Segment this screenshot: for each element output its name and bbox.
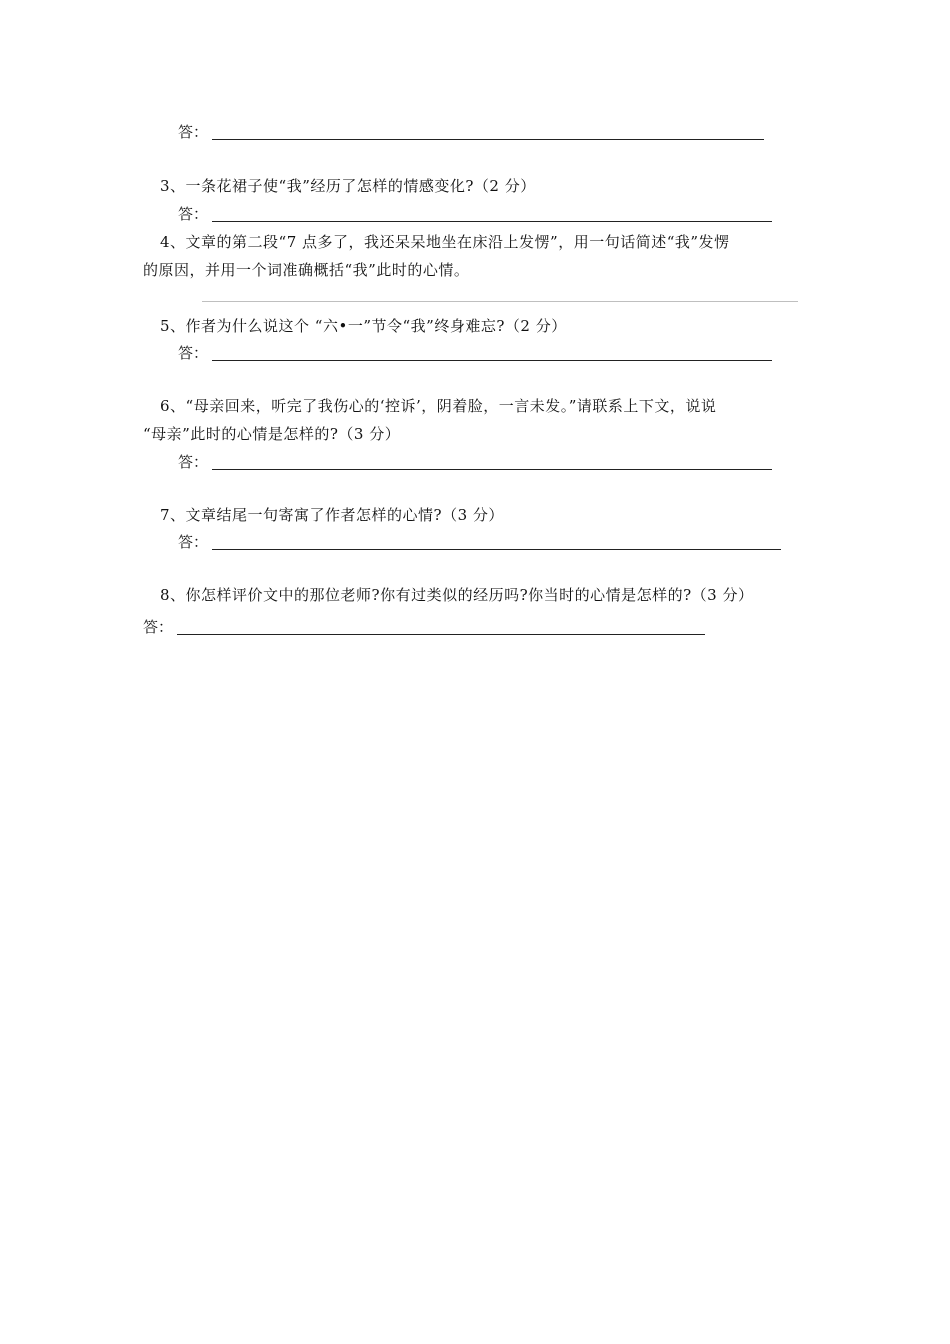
question-4-line-1: 4、文章的第二段“7 点多了，我还呆呆地坐在床沿上发愣”，用一句话简述“我”发愣 — [160, 233, 730, 251]
answer-row-q3 — [178, 204, 778, 224]
answer-row-top — [178, 122, 768, 142]
question-8: 8、你怎样评价文中的那位老师?你有过类似的经历吗?你当时的心情是怎样的?（3 分） — [160, 586, 754, 604]
answer-label: 答： — [178, 205, 209, 223]
answer-blank-line[interactable] — [212, 549, 781, 550]
answer-blank-line[interactable] — [212, 139, 764, 140]
answer-row-q8 — [143, 617, 708, 637]
answer-blank-line[interactable] — [212, 469, 772, 470]
answer-blank-line[interactable] — [177, 634, 705, 635]
question-3: 3、一条花裙子使“我”经历了怎样的情感变化?（2 分） — [160, 177, 536, 195]
question-7: 7、文章结尾一句寄寓了作者怎样的心情?（3 分） — [160, 506, 504, 524]
answer-row-q5 — [178, 343, 778, 363]
answer-label: 答： — [143, 618, 174, 636]
answer-blank-line-q4[interactable] — [202, 301, 798, 302]
answer-label: 答： — [178, 533, 209, 551]
answer-row-q6 — [178, 452, 778, 472]
question-4-line-2: 的原因，并用一个词准确概括“我”此时的心情。 — [143, 261, 470, 279]
answer-blank-line[interactable] — [212, 221, 772, 222]
answer-row-q7 — [178, 532, 784, 552]
question-6-line-1: 6、“母亲回来，听完了我伤心的‘控诉’，阴着脸，一言未发。”请联系上下文，说说 — [160, 397, 717, 415]
answer-label: 答： — [178, 453, 209, 471]
question-6-line-2: “母亲”此时的心情是怎样的?（3 分） — [143, 425, 401, 443]
answer-label: 答： — [178, 123, 209, 141]
question-5: 5、作者为什么说这个 “六•一”节令“我”终身难忘?（2 分） — [160, 317, 567, 335]
answer-blank-line[interactable] — [212, 360, 772, 361]
answer-label: 答： — [178, 344, 209, 362]
